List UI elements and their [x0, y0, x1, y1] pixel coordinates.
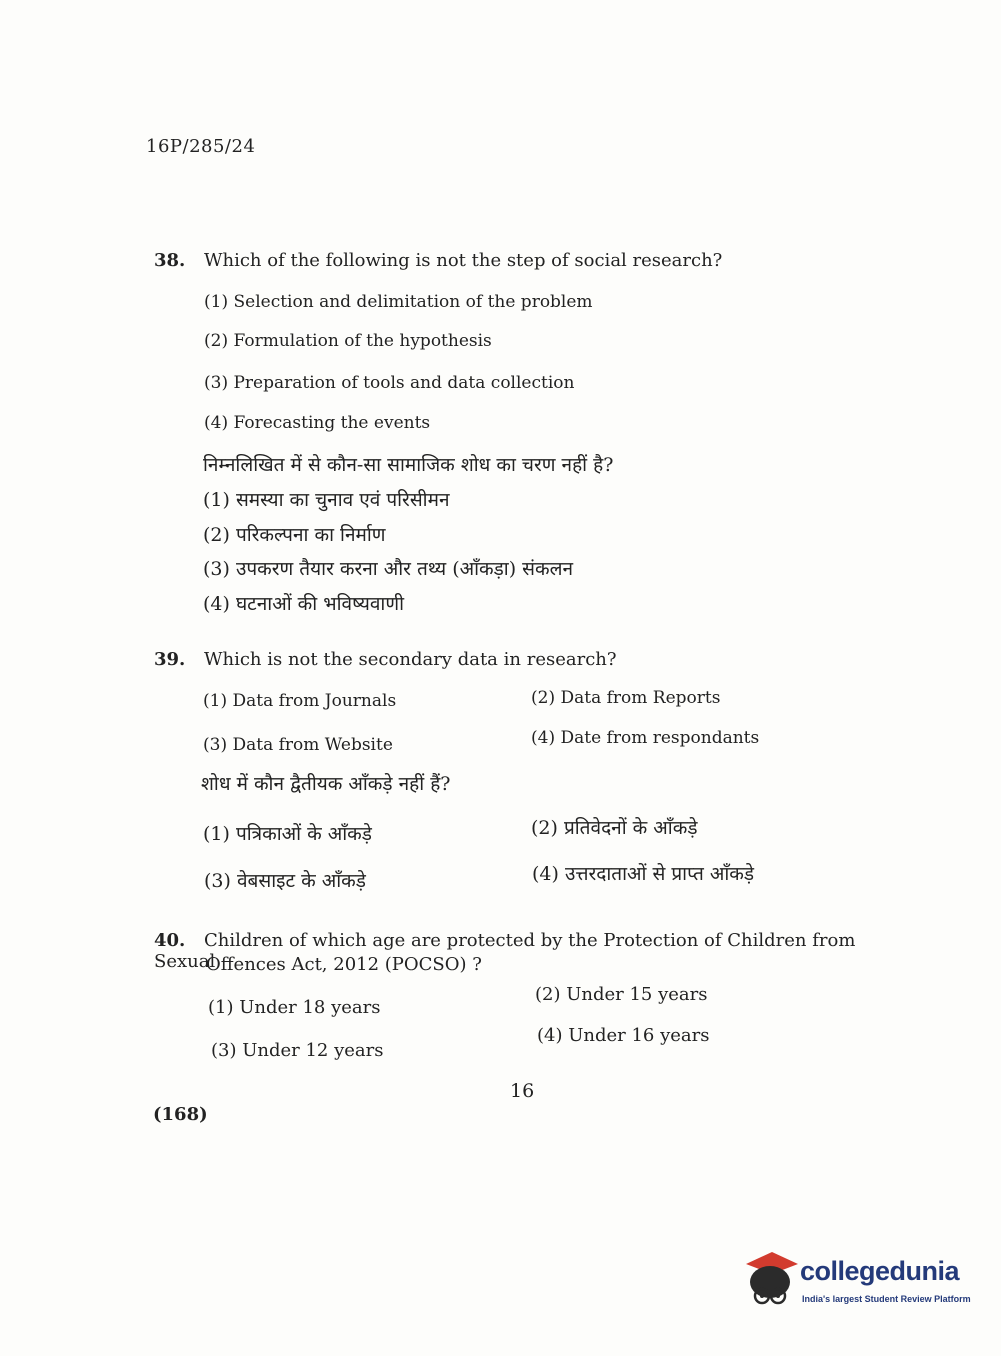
q39-option-3-en: (3) Data from Website — [203, 735, 393, 755]
q39-option-2-hi: (2) प्रतिवेदनों के आँकड़े — [531, 817, 698, 839]
q40-option-2-en: (2) Under 15 years — [535, 984, 708, 1005]
q40-option-4-en: (4) Under 16 years — [537, 1025, 710, 1046]
q38-option-1-hi: (1) समस्या का चुनाव एवं परिसीमन — [203, 489, 450, 511]
q38-option-3-hi: (3) उपकरण तैयार करना और तथ्य (आँकड़ा) संकलन — [203, 558, 574, 580]
collegedunia-logo — [742, 1250, 972, 1312]
q38-option-4-hi: (4) घटनाओं की भविष्यवाणी — [203, 593, 404, 615]
q39-option-4-hi: (4) उत्तरदाताओं से प्राप्त आँकड़े — [532, 863, 754, 885]
q38-question-text-hi: निम्नलिखित में से कौन-सा सामाजिक शोध का चरण नहीं है? — [203, 454, 614, 476]
q39-option-2-en: (2) Data from Reports — [531, 688, 721, 708]
q38-option-3-en: (3) Preparation of tools and data collection — [204, 373, 575, 393]
question-38 — [154, 250, 722, 271]
question-number: 39. — [154, 649, 186, 670]
question-text-en: Which of the following is not the step of social research? — [204, 250, 723, 271]
footer-code: (168) — [153, 1104, 208, 1125]
q39-question-text-hi: शोध में कौन द्वैतीयक आँकड़े नहीं हैं? — [201, 773, 451, 795]
q40-question-text-en-line2: Offences Act, 2012 (POCSO) ? — [206, 954, 482, 975]
q38-option-2-en: (2) Formulation of the hypothesis — [204, 331, 492, 351]
question-number: 38. — [154, 250, 186, 271]
q39-option-1-hi: (1) पत्रिकाओं के आँकड़े — [203, 823, 372, 845]
q38-option-2-hi: (2) परिकल्पना का निर्माण — [203, 524, 386, 546]
q40-option-3-en: (3) Under 12 years — [211, 1040, 384, 1061]
q39-option-1-en: (1) Data from Journals — [203, 691, 397, 711]
q38-option-1-en: (1) Selection and delimitation of the problem — [204, 292, 593, 312]
q39-option-3-hi: (3) वेबसाइट के आँकड़े — [204, 870, 366, 892]
question-text-en: Which is not the secondary data in research? — [204, 649, 617, 670]
question-text-en: Children of which age are protected by the Protection of Children from Sexual — [154, 930, 856, 972]
q39-option-4-en: (4) Date from respondants — [531, 728, 760, 748]
paper-code: 16P/285/24 — [146, 136, 256, 157]
question-number: 40. — [154, 930, 186, 951]
question-39 — [154, 649, 617, 670]
logo-brand: collegedunia — [800, 1256, 960, 1286]
logo-tagline: India's largest Student Review Platform — [802, 1294, 971, 1304]
q40-option-1-en: (1) Under 18 years — [208, 997, 381, 1018]
q38-option-4-en: (4) Forecasting the events — [204, 413, 431, 433]
page-number: 16 — [510, 1080, 535, 1102]
mascot-icon — [742, 1250, 800, 1312]
